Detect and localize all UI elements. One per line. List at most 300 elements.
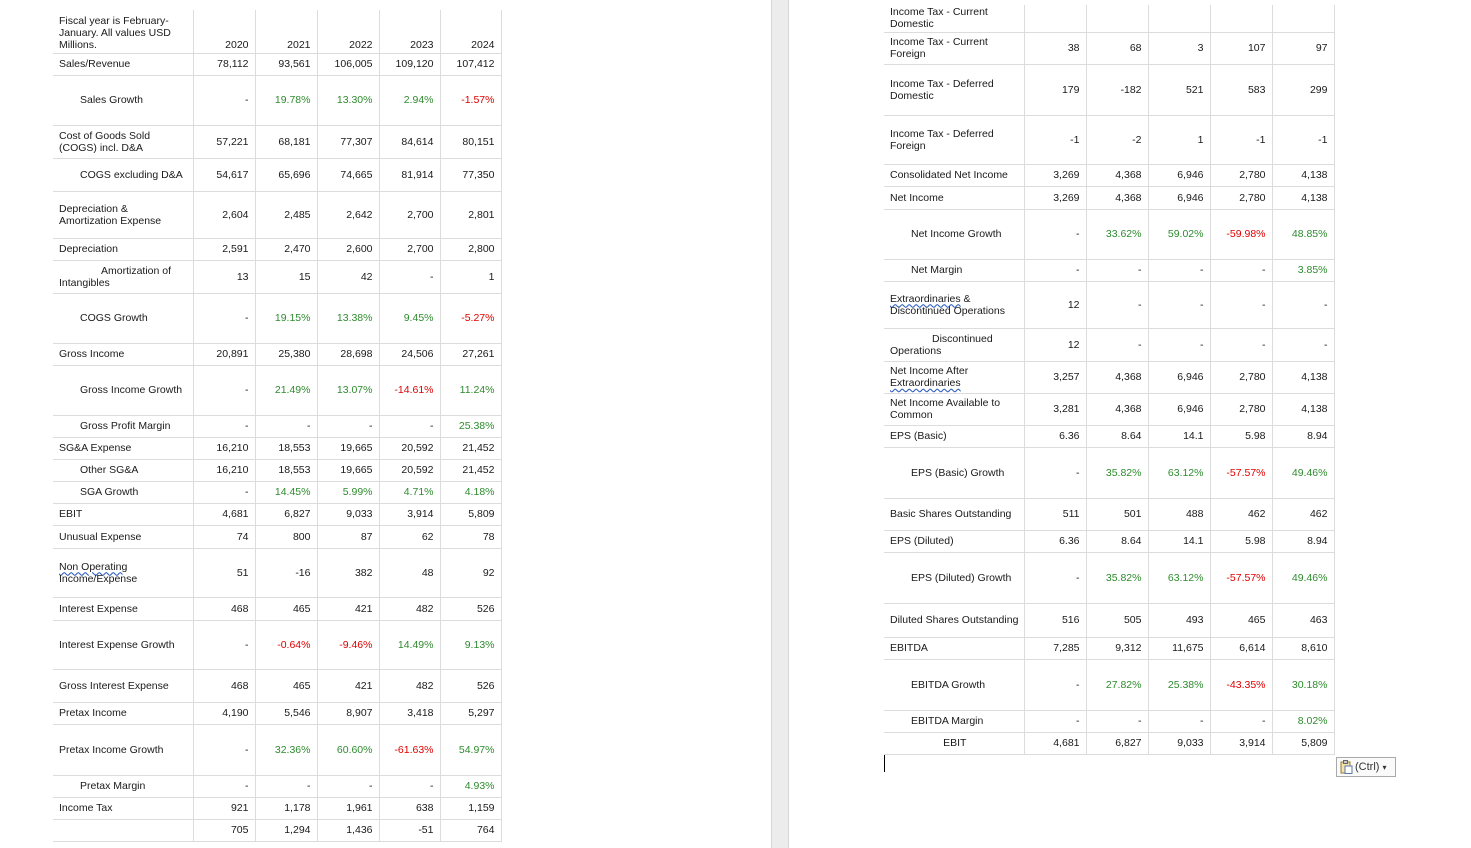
value-cell-2020: - bbox=[193, 724, 255, 775]
value-cell-2022: 521 bbox=[1148, 64, 1210, 115]
value-cell-2023: 5.98 bbox=[1210, 425, 1272, 447]
value-cell-2022: 42 bbox=[317, 260, 379, 293]
value-cell-2021: 2,485 bbox=[255, 191, 317, 238]
income-statement-table-left bbox=[53, 10, 502, 842]
value-cell-2024: 526 bbox=[440, 669, 501, 702]
value-cell-2020: 4,681 bbox=[1024, 732, 1086, 754]
row-label-ebitda: EBITDA bbox=[884, 637, 1024, 659]
table-row bbox=[53, 260, 501, 293]
table-row bbox=[53, 525, 501, 548]
row-label-blank bbox=[53, 819, 193, 841]
value-cell-2023: 81,914 bbox=[379, 158, 440, 191]
value-cell-2021: 4,368 bbox=[1086, 393, 1148, 425]
value-cell-2022: - bbox=[1148, 259, 1210, 281]
value-cell-2022: 14.1 bbox=[1148, 530, 1210, 552]
value-cell-2022: 1,961 bbox=[317, 797, 379, 819]
value-cell-2020: 78,112 bbox=[193, 53, 255, 75]
value-cell-2022: 6,946 bbox=[1148, 186, 1210, 209]
value-cell-2022: 87 bbox=[317, 525, 379, 548]
value-cell-2024: 462 bbox=[1272, 498, 1334, 530]
row-label-gross-profit-margin: Gross Profit Margin bbox=[53, 415, 193, 437]
value-cell-2022: 60.60% bbox=[317, 724, 379, 775]
value-cell-2024: 2,800 bbox=[440, 238, 501, 260]
value-cell-2023: -61.63% bbox=[379, 724, 440, 775]
value-cell-2022: 19,665 bbox=[317, 459, 379, 481]
value-cell-2021: 14.45% bbox=[255, 481, 317, 503]
value-cell-2022: 1,436 bbox=[317, 819, 379, 841]
value-cell-2021: 6,827 bbox=[1086, 732, 1148, 754]
value-cell-2020: 51 bbox=[193, 548, 255, 597]
value-cell-2024: -1 bbox=[1272, 115, 1334, 164]
value-cell-2020: 13 bbox=[193, 260, 255, 293]
column-header: 2024 bbox=[440, 10, 501, 53]
value-cell-2024: 1 bbox=[440, 260, 501, 293]
value-cell-2021: 35.82% bbox=[1086, 552, 1148, 603]
value-cell-2020: - bbox=[193, 365, 255, 415]
value-cell-2021: 4,368 bbox=[1086, 186, 1148, 209]
value-cell-2020: 4,190 bbox=[193, 702, 255, 724]
table-row bbox=[884, 281, 1334, 328]
table-row bbox=[53, 459, 501, 481]
value-cell-2021: 19.78% bbox=[255, 75, 317, 125]
row-label-gross-interest-expense: Gross Interest Expense bbox=[53, 669, 193, 702]
value-cell-2022: 382 bbox=[317, 548, 379, 597]
row-label-ebit: EBIT bbox=[884, 732, 1024, 754]
table-row bbox=[53, 75, 501, 125]
table-row bbox=[53, 481, 501, 503]
value-cell-2020: - bbox=[193, 481, 255, 503]
row-label-other-sg-a: Other SG&A bbox=[53, 459, 193, 481]
table-row bbox=[884, 209, 1334, 259]
row-label-sg-a-expense: SG&A Expense bbox=[53, 437, 193, 459]
value-cell-2020: 6.36 bbox=[1024, 425, 1086, 447]
value-cell-2023: 20,592 bbox=[379, 459, 440, 481]
value-cell-2021: 27.82% bbox=[1086, 659, 1148, 710]
value-cell-2024: 4,138 bbox=[1272, 393, 1334, 425]
row-label-income-tax-current-foreign: Income Tax - Current Foreign bbox=[884, 32, 1024, 64]
value-cell-2023: 583 bbox=[1210, 64, 1272, 115]
row-label-part: Income/Expense bbox=[59, 572, 138, 585]
value-cell-2021: -16 bbox=[255, 548, 317, 597]
row-label-amortization-of-intangibles: Amortization of Intangibles bbox=[53, 260, 193, 293]
table-header-row bbox=[53, 10, 501, 53]
value-cell-2022: -9.46% bbox=[317, 620, 379, 669]
value-cell-2021: - bbox=[1086, 710, 1148, 732]
table-row bbox=[884, 259, 1334, 281]
value-cell-2022: 13.30% bbox=[317, 75, 379, 125]
value-cell-2022: 13.07% bbox=[317, 365, 379, 415]
value-cell-2021: - bbox=[1086, 281, 1148, 328]
value-cell-2023: 4.71% bbox=[379, 481, 440, 503]
value-cell-2020: - bbox=[193, 775, 255, 797]
value-cell-2020: - bbox=[193, 415, 255, 437]
value-cell-2020: -1 bbox=[1024, 115, 1086, 164]
row-label-cogs-excluding-d-a: COGS excluding D&A bbox=[53, 158, 193, 191]
value-cell-2023: 2,780 bbox=[1210, 186, 1272, 209]
value-cell-2020: 74 bbox=[193, 525, 255, 548]
value-cell-2020: - bbox=[1024, 209, 1086, 259]
table-row bbox=[884, 659, 1334, 710]
row-label-basic-shares-outstanding: Basic Shares Outstanding bbox=[884, 498, 1024, 530]
value-cell-2020: - bbox=[193, 293, 255, 343]
row-label-part: Extraordinaries bbox=[890, 292, 961, 305]
value-cell-2024: 49.46% bbox=[1272, 447, 1334, 498]
value-cell-2020: - bbox=[1024, 710, 1086, 732]
row-label-net-income-growth: Net Income Growth bbox=[884, 209, 1024, 259]
value-cell-2023: - bbox=[379, 415, 440, 437]
value-cell-2023: 6,614 bbox=[1210, 637, 1272, 659]
value-cell-2020: - bbox=[1024, 259, 1086, 281]
table-row bbox=[884, 710, 1334, 732]
value-cell-2022: 9,033 bbox=[1148, 732, 1210, 754]
table-row bbox=[884, 498, 1334, 530]
table-row bbox=[884, 552, 1334, 603]
table-row bbox=[53, 597, 501, 620]
table-row bbox=[53, 437, 501, 459]
table-row bbox=[53, 191, 501, 238]
row-label-gross-income-growth: Gross Income Growth bbox=[53, 365, 193, 415]
row-label-part: Extraordinaries bbox=[890, 377, 961, 389]
table-row bbox=[53, 343, 501, 365]
value-cell-2023: 3,914 bbox=[379, 503, 440, 525]
value-cell-2021: 65,696 bbox=[255, 158, 317, 191]
row-label-depreciation: Depreciation bbox=[53, 238, 193, 260]
value-cell-2021: 505 bbox=[1086, 603, 1148, 637]
value-cell-2022: 2,600 bbox=[317, 238, 379, 260]
row-label-net-income-after-extraordinaries bbox=[884, 361, 1024, 393]
value-cell-2023: 84,614 bbox=[379, 125, 440, 158]
value-cell-2022: 5.99% bbox=[317, 481, 379, 503]
value-cell-2023: 9.45% bbox=[379, 293, 440, 343]
row-label-income-tax-current-domestic: Income Tax - Current Domestic bbox=[884, 5, 1024, 32]
value-cell-2023: 3,418 bbox=[379, 702, 440, 724]
value-cell-2024: 21,452 bbox=[440, 459, 501, 481]
value-cell-2023: 2,700 bbox=[379, 238, 440, 260]
value-cell-2023: 48 bbox=[379, 548, 440, 597]
value-cell-2022: 8,907 bbox=[317, 702, 379, 724]
fiscal-year-note: Fiscal year is February-January. All values USD Millions. bbox=[53, 10, 193, 53]
value-cell-2022: 63.12% bbox=[1148, 447, 1210, 498]
column-header: 2021 bbox=[255, 10, 317, 53]
value-cell-2022: 14.1 bbox=[1148, 425, 1210, 447]
value-cell-2021: 800 bbox=[255, 525, 317, 548]
income-statement-table-right bbox=[884, 5, 1335, 755]
value-cell-2022: - bbox=[1148, 281, 1210, 328]
table-row bbox=[884, 115, 1334, 164]
value-cell-2020: 516 bbox=[1024, 603, 1086, 637]
value-cell-2023: 14.49% bbox=[379, 620, 440, 669]
value-cell-2020: - bbox=[1024, 659, 1086, 710]
value-cell-2020: 16,210 bbox=[193, 437, 255, 459]
table-row bbox=[53, 365, 501, 415]
column-header: 2020 bbox=[193, 10, 255, 53]
value-cell-2024: 27,261 bbox=[440, 343, 501, 365]
value-cell-2024: 2,801 bbox=[440, 191, 501, 238]
table-row bbox=[884, 425, 1334, 447]
value-cell-2022: 106,005 bbox=[317, 53, 379, 75]
row-label-unusual-expense: Unusual Expense bbox=[53, 525, 193, 548]
value-cell-2024: 3.85% bbox=[1272, 259, 1334, 281]
value-cell-2021: 4,368 bbox=[1086, 361, 1148, 393]
table-row bbox=[884, 732, 1334, 754]
table-row bbox=[53, 503, 501, 525]
value-cell-2021: 465 bbox=[255, 669, 317, 702]
table-row bbox=[884, 637, 1334, 659]
value-cell-2022: 63.12% bbox=[1148, 552, 1210, 603]
chevron-down-icon: ▾ bbox=[1382, 762, 1387, 772]
value-cell-2022: - bbox=[1148, 328, 1210, 361]
value-cell-2020: - bbox=[193, 620, 255, 669]
value-cell-2023: 20,592 bbox=[379, 437, 440, 459]
value-cell-2024: 526 bbox=[440, 597, 501, 620]
value-cell-2024: -5.27% bbox=[440, 293, 501, 343]
table-row bbox=[53, 724, 501, 775]
value-cell-2023: 62 bbox=[379, 525, 440, 548]
table-row bbox=[53, 158, 501, 191]
table-row bbox=[884, 186, 1334, 209]
table-row bbox=[53, 415, 501, 437]
value-cell-2021: 93,561 bbox=[255, 53, 317, 75]
table-row bbox=[884, 5, 1334, 32]
value-cell-2022: 488 bbox=[1148, 498, 1210, 530]
value-cell-2023: - bbox=[379, 260, 440, 293]
value-cell-2021: 25,380 bbox=[255, 343, 317, 365]
value-cell-2024: 97 bbox=[1272, 32, 1334, 64]
value-cell-2021: 15 bbox=[255, 260, 317, 293]
value-cell-2021: 68 bbox=[1086, 32, 1148, 64]
value-cell-2024: 8.02% bbox=[1272, 710, 1334, 732]
row-label-depreciation-amortization-expense: Depreciation & Amortization Expense bbox=[53, 191, 193, 238]
value-cell-2021: 68,181 bbox=[255, 125, 317, 158]
value-cell-2022: 1 bbox=[1148, 115, 1210, 164]
table-row bbox=[53, 775, 501, 797]
value-cell-2024: 11.24% bbox=[440, 365, 501, 415]
value-cell-2023: -14.61% bbox=[379, 365, 440, 415]
clipboard-icon bbox=[1340, 760, 1353, 774]
value-cell-2023: 482 bbox=[379, 669, 440, 702]
value-cell-2023: -43.35% bbox=[1210, 659, 1272, 710]
table-row bbox=[884, 603, 1334, 637]
value-cell-2022: 11,675 bbox=[1148, 637, 1210, 659]
value-cell-2023: - bbox=[1210, 281, 1272, 328]
value-cell-2023: 482 bbox=[379, 597, 440, 620]
table-row bbox=[53, 819, 501, 841]
table-row bbox=[884, 530, 1334, 552]
value-cell-2022 bbox=[1148, 5, 1210, 32]
value-cell-2020: 179 bbox=[1024, 64, 1086, 115]
table-row bbox=[884, 361, 1334, 393]
value-cell-2023: 107 bbox=[1210, 32, 1272, 64]
value-cell-2020: 705 bbox=[193, 819, 255, 841]
paste-options-button[interactable] bbox=[1336, 757, 1396, 777]
value-cell-2021: 5,546 bbox=[255, 702, 317, 724]
value-cell-2022: 9,033 bbox=[317, 503, 379, 525]
value-cell-2022: 421 bbox=[317, 669, 379, 702]
value-cell-2023: -1 bbox=[1210, 115, 1272, 164]
value-cell-2023: 2,780 bbox=[1210, 361, 1272, 393]
row-label-net-margin: Net Margin bbox=[884, 259, 1024, 281]
value-cell-2023: -57.57% bbox=[1210, 447, 1272, 498]
value-cell-2021: 35.82% bbox=[1086, 447, 1148, 498]
value-cell-2024: 30.18% bbox=[1272, 659, 1334, 710]
table-row bbox=[884, 164, 1334, 186]
value-cell-2023: 465 bbox=[1210, 603, 1272, 637]
row-label-sga-growth: SGA Growth bbox=[53, 481, 193, 503]
value-cell-2020: - bbox=[1024, 552, 1086, 603]
value-cell-2024: 48.85% bbox=[1272, 209, 1334, 259]
row-label-ebitda-growth: EBITDA Growth bbox=[884, 659, 1024, 710]
value-cell-2020: 7,285 bbox=[1024, 637, 1086, 659]
value-cell-2024: 107,412 bbox=[440, 53, 501, 75]
row-label-interest-expense-growth: Interest Expense Growth bbox=[53, 620, 193, 669]
value-cell-2020: 468 bbox=[193, 597, 255, 620]
row-label-eps-diluted: EPS (Diluted) bbox=[884, 530, 1024, 552]
value-cell-2021: 21.49% bbox=[255, 365, 317, 415]
value-cell-2022: - bbox=[317, 775, 379, 797]
value-cell-2023: - bbox=[1210, 710, 1272, 732]
table-row bbox=[53, 238, 501, 260]
value-cell-2023: - bbox=[1210, 328, 1272, 361]
value-cell-2022: 6,946 bbox=[1148, 393, 1210, 425]
row-label-part: & Discontinued Operations bbox=[890, 292, 1005, 317]
value-cell-2021: 8.64 bbox=[1086, 530, 1148, 552]
value-cell-2024: 49.46% bbox=[1272, 552, 1334, 603]
value-cell-2020: 3,269 bbox=[1024, 186, 1086, 209]
value-cell-2021: - bbox=[255, 775, 317, 797]
row-label-sales-growth: Sales Growth bbox=[53, 75, 193, 125]
value-cell-2024: 4,138 bbox=[1272, 186, 1334, 209]
table-row bbox=[53, 548, 501, 597]
value-cell-2021: 465 bbox=[255, 597, 317, 620]
value-cell-2020: 3,281 bbox=[1024, 393, 1086, 425]
value-cell-2021: 9,312 bbox=[1086, 637, 1148, 659]
row-label-diluted-shares-outstanding: Diluted Shares Outstanding bbox=[884, 603, 1024, 637]
value-cell-2024: 4,138 bbox=[1272, 164, 1334, 186]
value-cell-2024: 1,159 bbox=[440, 797, 501, 819]
column-header: 2022 bbox=[317, 10, 379, 53]
table-row bbox=[53, 53, 501, 75]
value-cell-2023: 638 bbox=[379, 797, 440, 819]
row-label-eps-basic-growth: EPS (Basic) Growth bbox=[884, 447, 1024, 498]
value-cell-2024: - bbox=[1272, 281, 1334, 328]
value-cell-2024: 764 bbox=[440, 819, 501, 841]
row-label-consolidated-net-income: Consolidated Net Income bbox=[884, 164, 1024, 186]
value-cell-2024: 54.97% bbox=[440, 724, 501, 775]
table-row bbox=[884, 32, 1334, 64]
table-row bbox=[53, 669, 501, 702]
value-cell-2021: 1,178 bbox=[255, 797, 317, 819]
value-cell-2020: 3,269 bbox=[1024, 164, 1086, 186]
value-cell-2021: 8.64 bbox=[1086, 425, 1148, 447]
table-row bbox=[53, 620, 501, 669]
value-cell-2020: 38 bbox=[1024, 32, 1086, 64]
value-cell-2023: -57.57% bbox=[1210, 552, 1272, 603]
value-cell-2020: 16,210 bbox=[193, 459, 255, 481]
value-cell-2023: 462 bbox=[1210, 498, 1272, 530]
value-cell-2021: 2,470 bbox=[255, 238, 317, 260]
value-cell-2021: 1,294 bbox=[255, 819, 317, 841]
value-cell-2022: 74,665 bbox=[317, 158, 379, 191]
value-cell-2020: 54,617 bbox=[193, 158, 255, 191]
value-cell-2023: - bbox=[379, 775, 440, 797]
value-cell-2020: 57,221 bbox=[193, 125, 255, 158]
value-cell-2024: 299 bbox=[1272, 64, 1334, 115]
value-cell-2020: 468 bbox=[193, 669, 255, 702]
value-cell-2021: -0.64% bbox=[255, 620, 317, 669]
value-cell-2021: 19.15% bbox=[255, 293, 317, 343]
row-label-cost-of-goods-sold-cogs-incl-d-a: Cost of Goods Sold (COGS) incl. D&A bbox=[53, 125, 193, 158]
row-label-income-tax-deferred-foreign: Income Tax - Deferred Foreign bbox=[884, 115, 1024, 164]
value-cell-2022: 25.38% bbox=[1148, 659, 1210, 710]
table-row bbox=[53, 125, 501, 158]
row-label-pretax-income: Pretax Income bbox=[53, 702, 193, 724]
row-label-ebitda-margin: EBITDA Margin bbox=[884, 710, 1024, 732]
row-label-net-income-available-to-common: Net Income Available to Common bbox=[884, 393, 1024, 425]
value-cell-2023: 24,506 bbox=[379, 343, 440, 365]
table-row bbox=[884, 447, 1334, 498]
value-cell-2023 bbox=[1210, 5, 1272, 32]
value-cell-2022: 493 bbox=[1148, 603, 1210, 637]
row-label-income-tax: Income Tax bbox=[53, 797, 193, 819]
row-label-pretax-income-growth: Pretax Income Growth bbox=[53, 724, 193, 775]
value-cell-2020: - bbox=[1024, 447, 1086, 498]
value-cell-2024: 5,809 bbox=[440, 503, 501, 525]
value-cell-2024: -1.57% bbox=[440, 75, 501, 125]
value-cell-2023: 5.98 bbox=[1210, 530, 1272, 552]
value-cell-2022: 3 bbox=[1148, 32, 1210, 64]
value-cell-2021: 18,553 bbox=[255, 459, 317, 481]
value-cell-2024: 8.94 bbox=[1272, 530, 1334, 552]
value-cell-2023: 109,120 bbox=[379, 53, 440, 75]
row-label-extraordinaries-discontinued-operations bbox=[884, 281, 1024, 328]
table-row bbox=[884, 393, 1334, 425]
value-cell-2024: 5,809 bbox=[1272, 732, 1334, 754]
value-cell-2021: -182 bbox=[1086, 64, 1148, 115]
row-label-net-income: Net Income bbox=[884, 186, 1024, 209]
text-cursor bbox=[884, 755, 885, 772]
value-cell-2024: 8,610 bbox=[1272, 637, 1334, 659]
value-cell-2022: 2,642 bbox=[317, 191, 379, 238]
value-cell-2020: - bbox=[193, 75, 255, 125]
value-cell-2021: - bbox=[1086, 259, 1148, 281]
row-label-ebit: EBIT bbox=[53, 503, 193, 525]
value-cell-2020: 20,891 bbox=[193, 343, 255, 365]
value-cell-2020: 12 bbox=[1024, 281, 1086, 328]
value-cell-2023: 2,700 bbox=[379, 191, 440, 238]
paste-options-label: (Ctrl) bbox=[1355, 761, 1380, 773]
value-cell-2021 bbox=[1086, 5, 1148, 32]
row-label-pretax-margin: Pretax Margin bbox=[53, 775, 193, 797]
row-label-eps-basic: EPS (Basic) bbox=[884, 425, 1024, 447]
value-cell-2024: 80,151 bbox=[440, 125, 501, 158]
row-label-interest-expense: Interest Expense bbox=[53, 597, 193, 620]
value-cell-2022: 6,946 bbox=[1148, 164, 1210, 186]
value-cell-2022: 59.02% bbox=[1148, 209, 1210, 259]
value-cell-2022: 6,946 bbox=[1148, 361, 1210, 393]
value-cell-2024: 4,138 bbox=[1272, 361, 1334, 393]
table-row bbox=[884, 64, 1334, 115]
value-cell-2024: 78 bbox=[440, 525, 501, 548]
value-cell-2024: 4.93% bbox=[440, 775, 501, 797]
row-label-part: Non Operating bbox=[59, 560, 128, 573]
table-row bbox=[53, 702, 501, 724]
row-label-eps-diluted-growth: EPS (Diluted) Growth bbox=[884, 552, 1024, 603]
value-cell-2020: 2,604 bbox=[193, 191, 255, 238]
value-cell-2024: 21,452 bbox=[440, 437, 501, 459]
value-cell-2024: 25.38% bbox=[440, 415, 501, 437]
value-cell-2021: 501 bbox=[1086, 498, 1148, 530]
table-row bbox=[53, 797, 501, 819]
